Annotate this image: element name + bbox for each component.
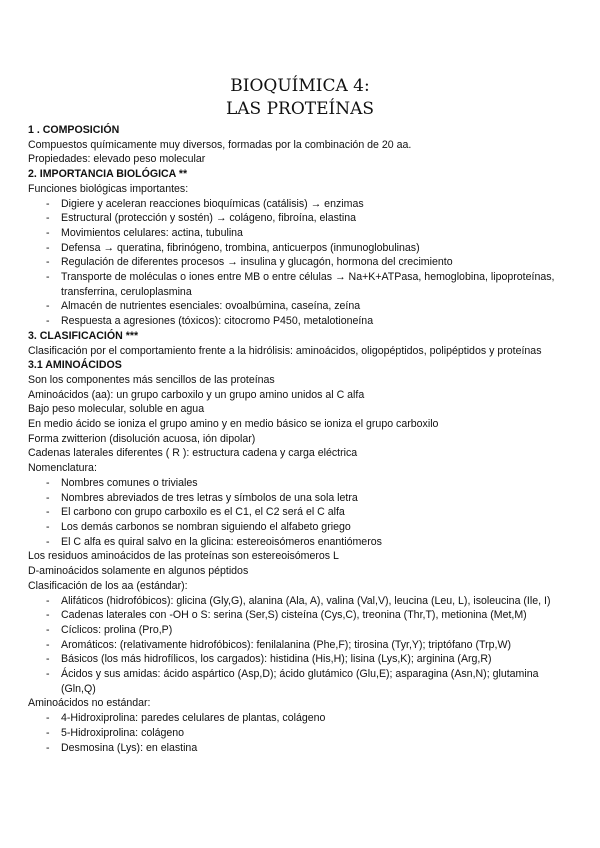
paragraph: D-aminoácidos solamente en algunos péptidos xyxy=(28,565,249,578)
paragraph: Propiedades: elevado peso molecular xyxy=(28,153,206,166)
paragraph: Funciones biológicas importantes: xyxy=(28,182,189,195)
list-item: - Alifáticos (hidrofóbicos): glicina (Gly,G), alanina (Ala, A), valina (Val,V), leucina (Leu, L), isoleucina (Ile, I) xyxy=(28,594,571,609)
paragraph: Nomenclatura: xyxy=(28,462,97,475)
paragraph: Bajo peso molecular, soluble en agua xyxy=(28,403,205,416)
paragraph: Los residuos aminoácidos de las proteínas son estereoisómeros L xyxy=(28,550,339,563)
paragraph: Son los componentes más sencillos de las proteínas xyxy=(28,373,275,386)
list-item: - Respuesta a agresiones (tóxicos): citocromo P450, metalotioneína xyxy=(28,314,588,329)
list-item: - Estructural (protección y sostén) → colágeno, fibroína, elastina xyxy=(28,211,588,226)
list-item: - Desmosina (Lys): en elastina xyxy=(28,741,588,756)
list-item: - Aromáticos: (relativamente hidrofóbicos): fenilalanina (Phe,F); tirosina (Tyr,Y); triptófano (Trp,W) xyxy=(28,638,588,653)
document-body xyxy=(28,123,588,755)
list-item: - Movimientos celulares: actina, tubulina xyxy=(28,226,588,241)
list-item: - Almacén de nutrientes esenciales: ovoalbúmina, caseína, zeína xyxy=(28,299,588,314)
list-item: - Digiere y aceleran reacciones bioquímicas (catálisis) → enzimas xyxy=(28,197,588,212)
paragraph: Clasificación por el comportamiento frente a la hidrólisis: aminoácidos, oligopéptidos, polipéptidos y proteínas xyxy=(28,344,542,357)
list-item: - Nombres abreviados de tres letras y símbolos de una sola letra xyxy=(28,491,588,506)
paragraph: Cadenas laterales diferentes ( R ): estructura cadena y carga eléctrica xyxy=(28,447,358,460)
list-item: - El carbono con grupo carboxilo es el C1, el C2 será el C alfa xyxy=(28,505,588,520)
list-item: - 5-Hidroxiprolina: colágeno xyxy=(28,726,588,741)
list-item: - 4-Hidroxiprolina: paredes celulares de plantas, colágeno xyxy=(28,711,588,726)
paragraph: En medio ácido se ioniza el grupo amino y en medio básico se ioniza el grupo carboxilo xyxy=(28,418,439,431)
paragraph: Clasificación de los aa (estándar): xyxy=(28,579,188,592)
paragraph: Aminoácidos no estándar: xyxy=(28,697,151,710)
list-item: - Cadenas laterales con -OH o S: serina (Ser,S) cisteína (Cys,C), treonina (Thr,T), metionina (Met,M) xyxy=(28,608,588,623)
list-item: - Regulación de diferentes procesos → insulina y glucagón, hormona del crecimiento xyxy=(28,255,588,270)
section-heading-composicion: 1 . COMPOSICIÓN xyxy=(28,124,120,136)
section-heading-clasificacion: 3. CLASIFICACIÓN *** xyxy=(28,329,139,342)
list-item: - Transporte de moléculas o iones entre MB o entre células → Na+K+ATPasa, hemoglobina, lipoproteínas, transferrina, ceruloplasmina xyxy=(28,270,561,299)
list-item: - Defensa → queratina, fibrinógeno, trombina, anticuerpos (inmunoglobulinas) xyxy=(28,241,588,256)
document-title-line2: LAS PROTEÍNAS xyxy=(225,99,375,119)
list-item: - Nombres comunes o triviales xyxy=(28,476,588,491)
section-heading-importancia: 2. IMPORTANCIA BIOLÓGICA ** xyxy=(28,168,188,181)
document-title-line1: BIOQUÍMICA 4: xyxy=(230,76,370,96)
paragraph: Aminoácidos (aa): un grupo carboxilo y un grupo amino unidos al C alfa xyxy=(28,388,365,401)
list-item: - Básicos (los más hidrofílicos, los cargados): histidina (His,H); lisina (Lys,K); arginina (Arg,R) xyxy=(28,652,588,667)
paragraph: Forma zwitterion (disolución acuosa, ión dipolar) xyxy=(28,432,256,445)
paragraph: Compuestos químicamente muy diversos, formadas por la combinación de 20 aa. xyxy=(28,138,412,151)
list-item: - Ácidos y sus amidas: ácido aspártico (Asp,D); ácido glutámico (Glu,E); asparagina (Asn,N); glutamina (Gln,Q) xyxy=(28,667,541,696)
list-item: - El C alfa es quiral salvo en la glicina: estereoisómeros enantiómeros xyxy=(28,535,588,550)
list-item: - Cíclicos: prolina (Pro,P) xyxy=(28,623,588,638)
subsection-heading-aminoacidos: 3.1 AMINOÁCIDOS xyxy=(28,359,122,372)
list-item: - Los demás carbonos se nombran siguiendo el alfabeto griego xyxy=(28,520,588,535)
